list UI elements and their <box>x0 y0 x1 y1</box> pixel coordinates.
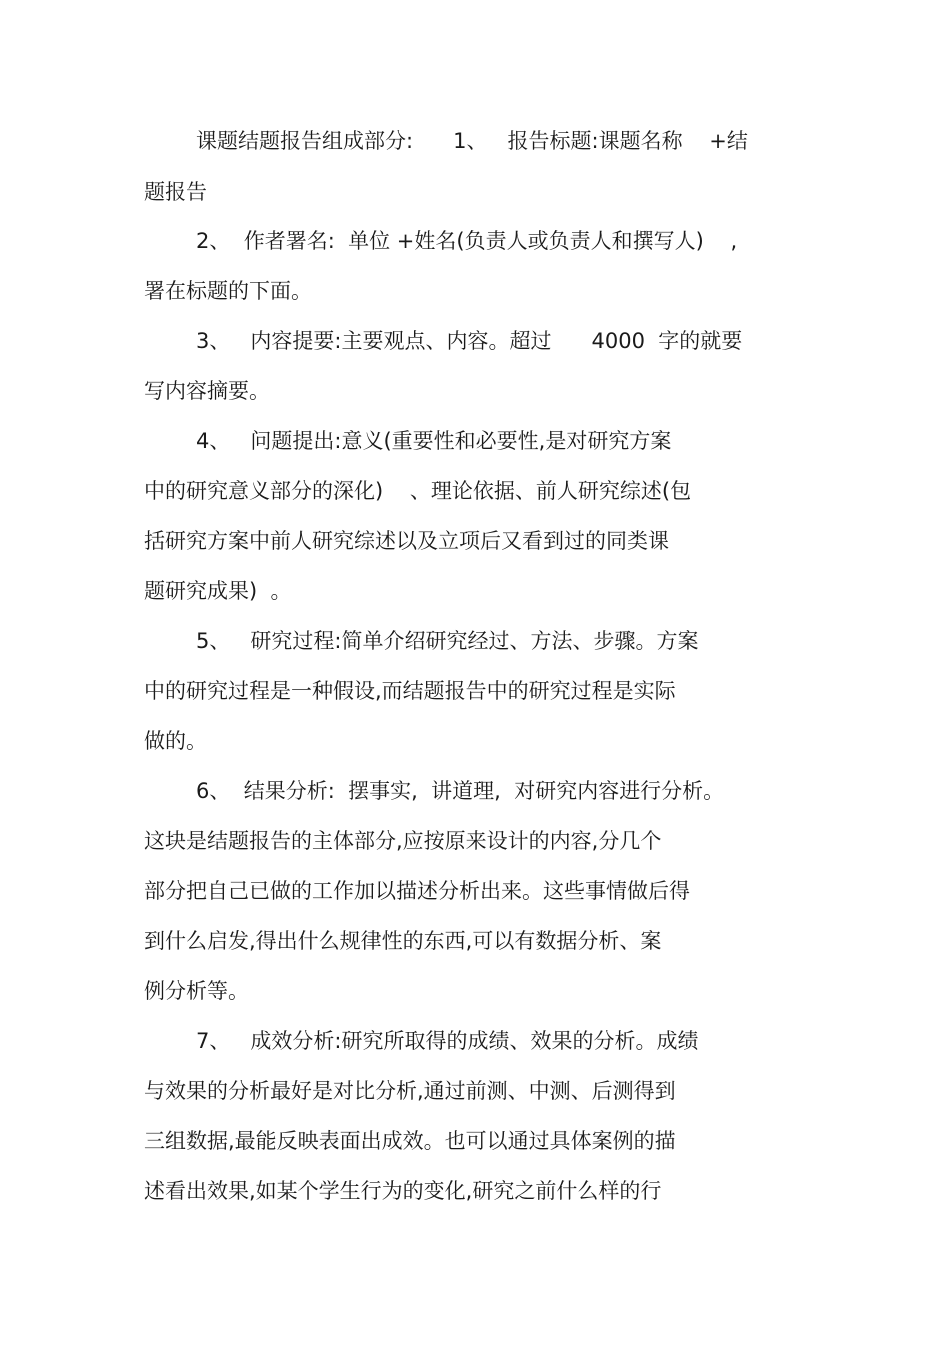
text-line: 与效果的分析最好是对比分析,通过前测、中测、后测得到 <box>144 1079 676 1103</box>
text-line: 3、 内容提要:主要观点、内容。超过 4000 字的就要 <box>196 329 743 353</box>
text-line: 题研究成果) 。 <box>144 579 292 603</box>
text-line: 中的研究过程是一种假设,而结题报告中的研究过程是实际 <box>144 679 676 703</box>
text-line: 这块是结题报告的主体部分,应按原来设计的内容,分几个 <box>144 829 662 853</box>
text-line: 部分把自己已做的工作加以描述分析出来。这些事情做后得 <box>144 879 690 903</box>
text-line: 三组数据,最能反映表面出成效。也可以通过具体案例的描 <box>144 1129 676 1153</box>
text-line: 7、 成效分析:研究所取得的成绩、效果的分析。成绩 <box>196 1029 699 1053</box>
text-line: 5、 研究过程:简单介绍研究经过、方法、步骤。方案 <box>196 629 699 653</box>
text-line: 写内容摘要。 <box>144 379 270 403</box>
text-line: 署在标题的下面。 <box>144 279 312 303</box>
text-line: 括研究方案中前人研究综述以及立项后又看到过的同类课 <box>144 529 669 553</box>
text-line: 到什么启发,得出什么规律性的东西,可以有数据分析、案 <box>144 929 662 953</box>
text-line: 述看出效果,如某个学生行为的变化,研究之前什么样的行 <box>144 1179 662 1203</box>
text-line: 中的研究意义部分的深化) 、理论依据、前人研究综述(包 <box>144 479 692 503</box>
text-line: 4、 问题提出:意义(重要性和必要性,是对研究方案 <box>196 429 672 453</box>
text-line: 课题结题报告组成部分: 1、 报告标题:课题名称 +结 <box>196 129 748 153</box>
text-line: 做的。 <box>144 729 207 753</box>
text-line: 题报告 <box>144 180 207 204</box>
text-line: 例分析等。 <box>144 979 249 1003</box>
text-line: 2、 作者署名: 单位 +姓名(负责人或负责人和撰写人) , <box>196 229 738 253</box>
text-line: 6、 结果分析: 摆事实, 讲道理, 对研究内容进行分析。 <box>196 779 725 803</box>
